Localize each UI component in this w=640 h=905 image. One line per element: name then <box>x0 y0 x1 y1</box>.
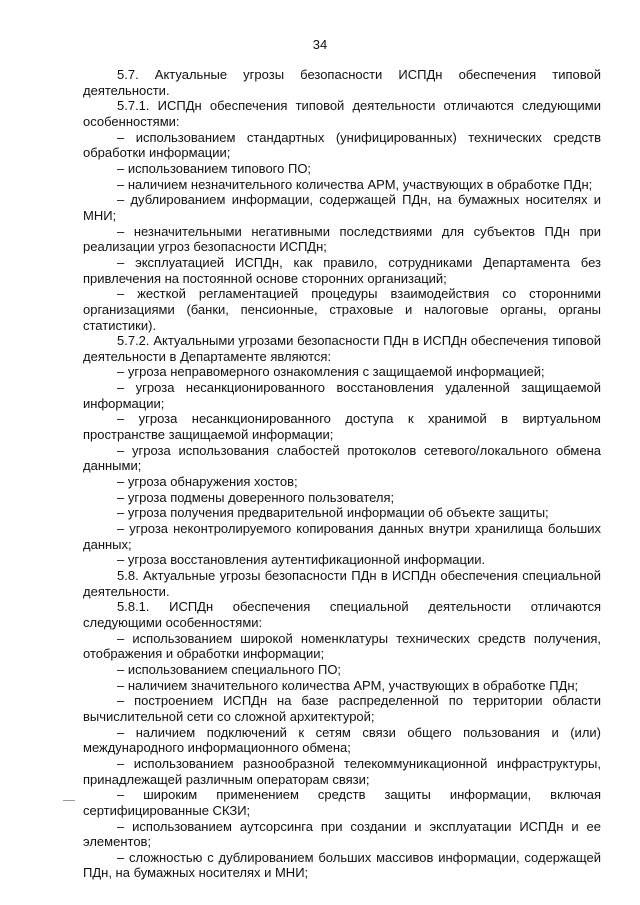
subsection-5-7-2-intro: 5.7.2. Актуальными угрозами безопасности ПДн в ИСПДн обеспечения типовой деятельности в Департаменте являются: <box>83 333 601 364</box>
list-item: – сложностью с дублированием больших массивов информации, содержащей ПДн, на бумажных носителях и МНИ; <box>83 849 601 881</box>
list-item: – угроза несанкционированного восстановления удаленной защищаемой информации; <box>83 380 601 411</box>
list-item: – наличием незначительного количества АРМ, участвующих в обработке ПДн; <box>117 176 593 192</box>
list-item: – использованием широкой номенклатуры технических средств получения, отображения и обработки информации; <box>83 630 601 662</box>
list-item: – широким применением средств защиты информации, включая сертифицированные СКЗИ; <box>83 787 601 818</box>
list-item: – эксплуатацией ИСПДн, как правило, сотрудниками Департамента без привлечения на постоянной основе сторонних организаций; <box>83 254 601 286</box>
list-item: – незначительными негативными последствиями для субъектов ПДн при реализации угроз безопасности ИСПДн; <box>83 223 601 255</box>
list-item: – использованием разнообразной телекоммуникационной инфраструктуры, принадлежащей различным операторам связи; <box>83 755 601 787</box>
list-item: – жесткой регламентацией процедуры взаимодействия со сторонними организациями (банки, пенсионные, страховые и налоговые органы, органы статистики). <box>83 286 601 333</box>
section-heading-5-7: 5.7. Актуальные угрозы безопасности ИСПДн обеспечения типовой деятельности. <box>83 67 601 98</box>
list-item: – угроза подмены доверенного пользователя; <box>117 489 395 505</box>
document-body <box>83 67 601 881</box>
list-item: – построением ИСПДн на базе распределенной по территории области вычислительной сети со сложной архитектурой; <box>83 693 601 724</box>
list-item: – угроза неправомерного ознакомления с защищаемой информацией; <box>117 364 545 380</box>
list-item: – наличием подключений к сетям связи общего пользования и (или) международного информационного обмена; <box>83 724 601 756</box>
list-item: – угроза обнаружения хостов; <box>117 474 298 490</box>
list-item: – использованием типового ПО; <box>117 160 312 176</box>
page-number: 34 <box>312 37 328 52</box>
subsection-5-8-1-intro: 5.8.1. ИСПДн обеспечения специальной деятельности отличаются следующими особенностями: <box>83 599 601 630</box>
list-item: – угроза несанкционированного доступа к хранимой в виртуальном пространстве защищаемой информации; <box>83 411 601 443</box>
list-item: – дублированием информации, содержащей ПДн, на бумажных носителях и МНИ; <box>83 192 601 223</box>
list-item: – угроза получения предварительной информации об объекте защиты; <box>117 505 549 521</box>
list-item: – наличием значительного количества АРМ, участвующих в обработке ПДн; <box>117 677 579 693</box>
scan-mark <box>63 800 75 801</box>
list-item: – использованием специального ПО; <box>117 661 342 677</box>
list-item: – использованием стандартных (унифицированных) технических средств обработки информации; <box>83 129 601 161</box>
subsection-5-7-1-intro: 5.7.1. ИСПДн обеспечения типовой деятельности отличаются следующими особенностями: <box>83 98 601 129</box>
list-item: – угроза использования слабостей протоколов сетевого/локального обмена данными; <box>83 442 601 474</box>
list-item: – угроза восстановления аутентификационной информации. <box>117 552 486 568</box>
list-item: – использованием аутсорсинга при создании и эксплуатации ИСПДн и ее элементов; <box>83 818 601 850</box>
section-heading-5-8: 5.8. Актуальные угрозы безопасности ПДн в ИСПДн обеспечения специальной деятельности. <box>83 568 601 599</box>
list-item: – угроза неконтролируемого копирования данных внутри хранилища больших данных; <box>83 521 601 552</box>
